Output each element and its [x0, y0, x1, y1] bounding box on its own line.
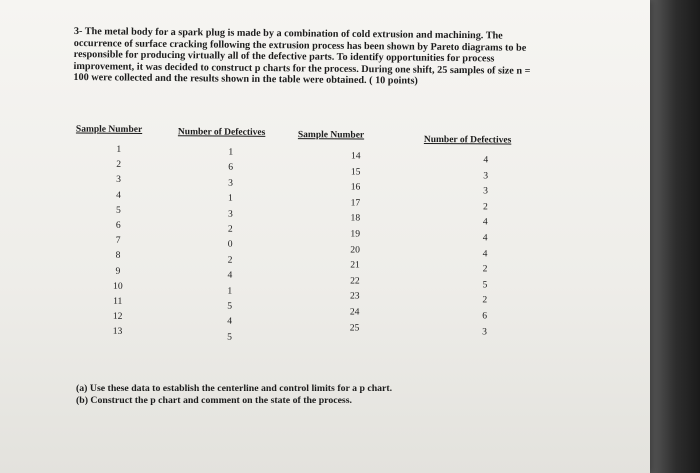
table-cell: 4 [482, 232, 488, 244]
table-cell: 2 [227, 223, 233, 235]
problem-line: responsible for producing virtually all of the defective parts. To identify opportunities for process [73, 49, 495, 65]
header-sample-number-1: Sample Number [75, 124, 143, 135]
table-cell: 1 [228, 192, 233, 204]
table-cell: 19 [350, 228, 361, 240]
table-cell: 5 [115, 204, 121, 216]
table-cell: 1 [227, 285, 233, 297]
table-cell: 15 [350, 166, 361, 178]
table-cell: 3 [116, 174, 122, 186]
table-cell: 5 [482, 279, 488, 291]
header-number-of-defectives-2: Number of Defectives [423, 134, 512, 146]
table-cell: 13 [112, 326, 123, 338]
table-cell: 2 [116, 159, 122, 171]
table-cell: 3 [482, 325, 487, 337]
table-cell: 4 [483, 154, 489, 166]
table-cell: 5 [227, 300, 233, 312]
table-cell: 3 [483, 169, 489, 182]
table-cell: 2 [482, 201, 488, 213]
question-a: (a) Use these data to establish the centerline and control limits for a p chart. [76, 383, 393, 394]
table-cell: 8 [115, 250, 121, 262]
table-cell: 22 [350, 275, 360, 287]
problem-line: 100 were collected and the results shown in the table were obtained. ( 10 points) [73, 72, 418, 87]
header-number-of-defectives-1: Number of Defectives [177, 127, 266, 138]
table-cell: 2 [482, 263, 488, 275]
table-cell: 24 [349, 306, 360, 318]
table-cell: 10 [113, 280, 123, 292]
table-cell: 17 [350, 197, 361, 209]
table-cell: 6 [228, 161, 234, 174]
table-cell: 11 [113, 295, 123, 307]
question-b: (b) Construct the p chart and comment on the state of the process. [76, 395, 353, 407]
table-cell: 1 [228, 146, 234, 158]
table-cell: 3 [228, 177, 234, 189]
table-cell: 18 [350, 212, 361, 224]
table-cell: 9 [115, 265, 121, 277]
table-cell: 6 [115, 219, 121, 231]
table-cell: 0 [227, 238, 233, 251]
table-cell: 6 [482, 310, 488, 322]
table-cell: 23 [349, 290, 360, 302]
table-cell: 1 [116, 143, 122, 155]
table-cell: 25 [349, 322, 360, 334]
table-cell: 5 [227, 331, 232, 343]
table-cell: 2 [227, 254, 233, 266]
problem-statement [73, 26, 564, 89]
table-cell: 4 [116, 189, 121, 201]
table-cell: 3 [483, 185, 488, 197]
problem-line: 3- The metal body for a spark plug is made by a combination of cold extrusion and machining. The [73, 26, 503, 42]
table-cell: 4 [482, 216, 488, 228]
problem-line: occurrence of surface cracking following the extrusion process has been shown by Pareto diagrams to be [73, 37, 527, 54]
table-cell: 2 [482, 294, 488, 306]
table-cell: 3 [227, 208, 233, 220]
header-sample-number-2: Sample Number [297, 130, 365, 141]
table-cell: 21 [350, 259, 360, 271]
table-cell: 12 [112, 310, 123, 323]
table-cell: 14 [350, 150, 361, 162]
table-cell: 4 [227, 269, 233, 281]
table-cell: 20 [350, 244, 360, 256]
table-cell: 4 [227, 315, 233, 328]
table-cell: 7 [115, 234, 121, 247]
table-cell: 16 [350, 181, 361, 193]
defectives-table [0, 122, 650, 357]
table-cell: 4 [482, 247, 488, 260]
questions [76, 383, 496, 408]
problem-line: improvement, it was decided to construct p charts for the process. During one shift, 25 samples of size n = [73, 60, 531, 77]
